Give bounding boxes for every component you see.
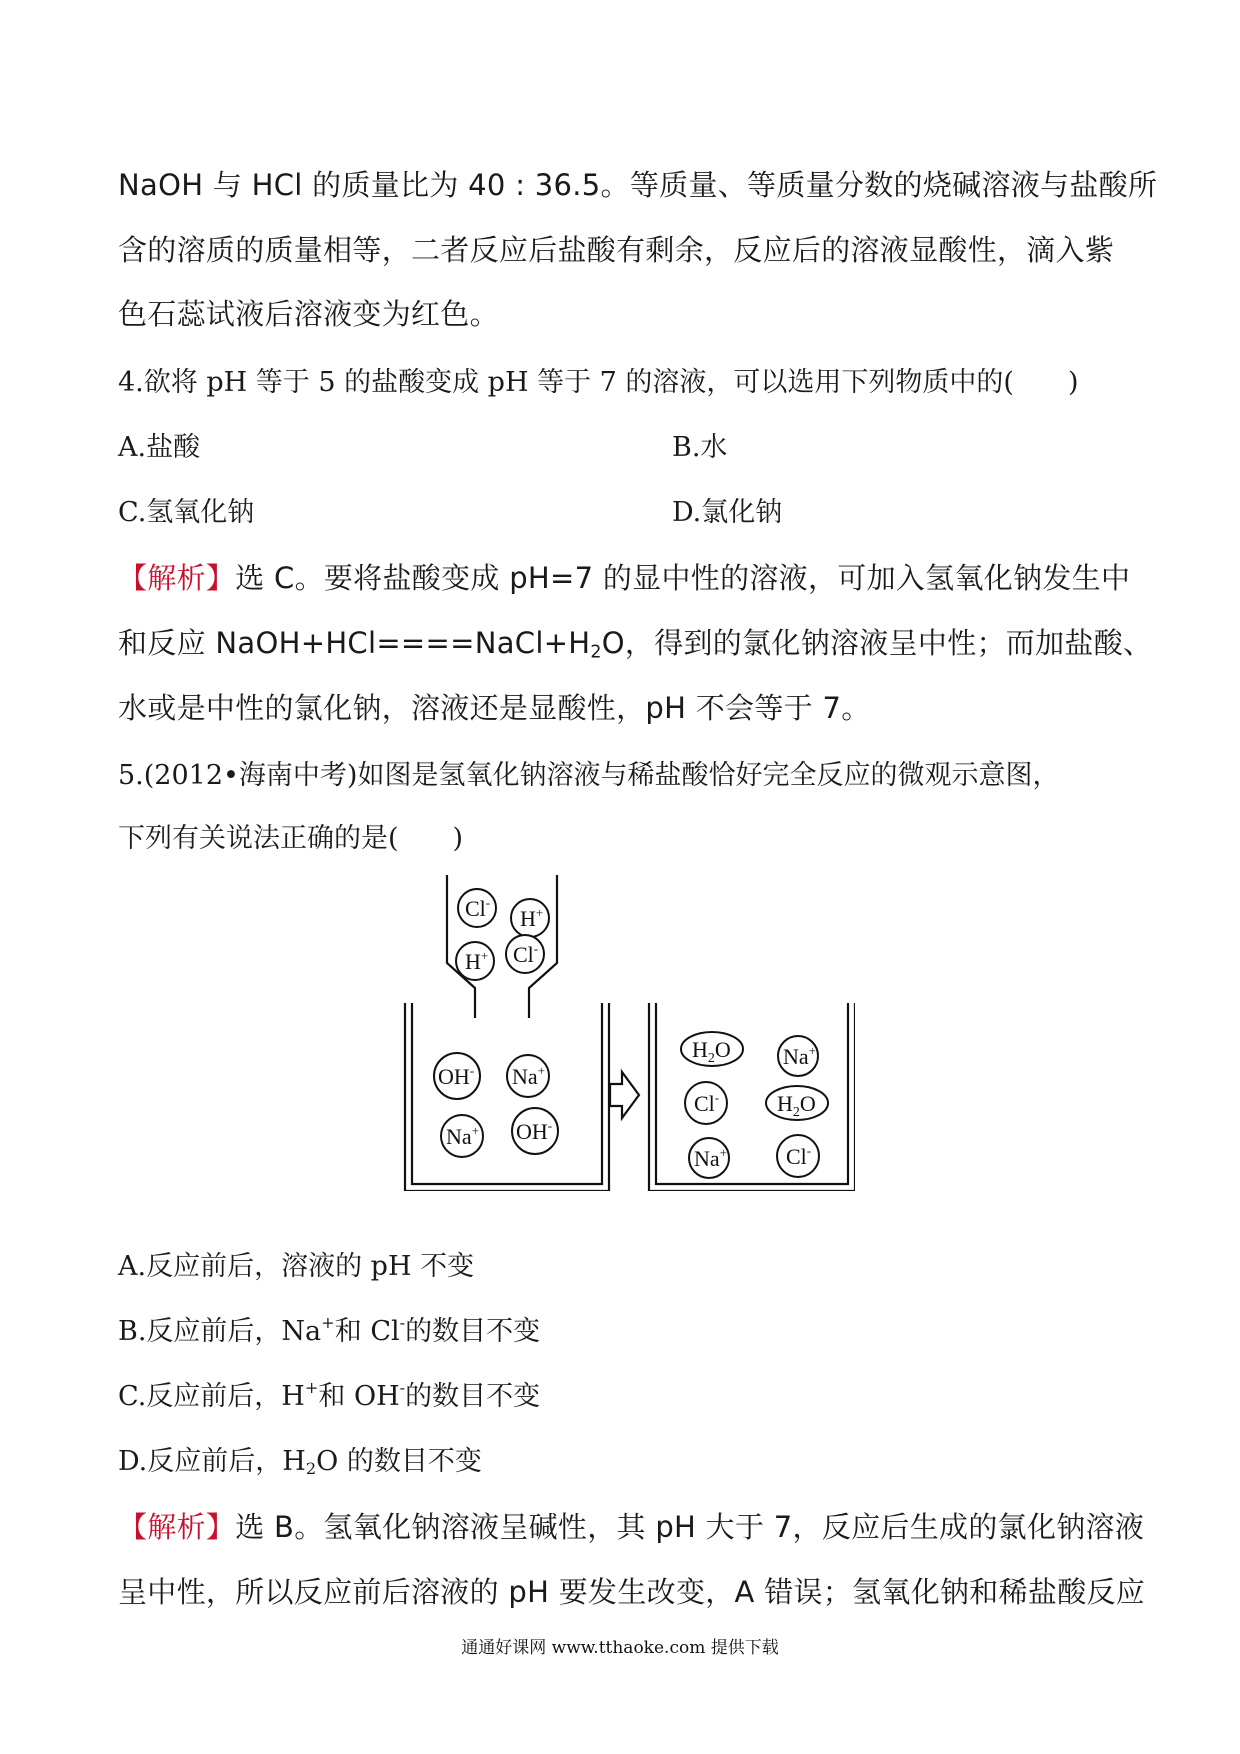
reaction-diagram xyxy=(395,873,855,1191)
left-beaker xyxy=(412,1003,602,1184)
ion-label: Na+ xyxy=(783,1043,816,1069)
ion-label: OH- xyxy=(516,1118,553,1144)
question-5-analysis-line: 呈中性，所以反应前后溶液的 pH 要发生改变，A 错误；氢氧化钠和稀盐酸反应 xyxy=(118,1575,1146,1609)
question-4-options-row-2 xyxy=(118,490,783,529)
analysis-text: 选 C。要将盐酸变成 pH=7 的显中性的溶液，可加入氢氧化钠发生中 xyxy=(235,561,1131,595)
option-b: B.水 xyxy=(672,432,728,463)
option-c: C.氢氧化钠 xyxy=(118,497,255,528)
option-a: A.反应前后，溶液的 pH 不变 xyxy=(118,1251,475,1282)
analysis-text: 选 B。氢氧化钠溶液呈碱性，其 pH 大于 7，反应后生成的氯化钠溶液 xyxy=(235,1510,1145,1544)
question-5-stem: 5.(2012•海南中考)如图是氢氧化钠溶液与稀盐酸恰好完全反应的微观示意图， xyxy=(118,760,1060,791)
question-4-analysis-line xyxy=(118,621,1152,662)
option-text: 的数目不变 xyxy=(405,1316,541,1347)
option-text: 的数目不变 xyxy=(405,1381,541,1412)
ion-label: H+ xyxy=(520,905,544,931)
footer-credit: 通通好课网 www.tthaoke.com 提供下载 xyxy=(461,1638,779,1658)
ion-label: H+ xyxy=(465,948,489,974)
superscript: + xyxy=(321,1312,335,1332)
ion-label: Cl- xyxy=(786,1143,812,1169)
ion-label: OH- xyxy=(438,1063,475,1089)
question-4-stem: 4.欲将 pH 等于 5 的盐酸变成 pH 等于 7 的溶液，可以选用下列物质中的( ) xyxy=(118,367,1079,398)
option-text: O 的数目不变 xyxy=(316,1446,482,1477)
analysis-tag: 【解析】 xyxy=(118,561,236,595)
ion-label: Na+ xyxy=(446,1123,479,1149)
ion-label: Cl- xyxy=(465,895,491,921)
paragraph-line: 色石蕊试液后溶液变为红色。 xyxy=(118,297,499,331)
ion-label: Na+ xyxy=(694,1145,727,1171)
option-text: D.反应前后，H xyxy=(118,1446,306,1477)
paragraph-line: 含的溶质的质量相等，二者反应后盐酸有剩余，反应后的溶液显酸性，滴入紫 xyxy=(118,233,1115,267)
superscript: - xyxy=(399,1312,406,1332)
option-text: C.反应前后，H xyxy=(118,1381,305,1412)
option-text: 和 OH xyxy=(318,1381,400,1412)
arrow-icon xyxy=(610,1072,639,1118)
water-label: $H_2O$ xyxy=(777,1091,816,1120)
analysis-text: 和反应 NaOH+HCl====NaCl+H xyxy=(118,626,591,660)
question-4-analysis-line xyxy=(118,556,1130,597)
option-text: B.反应前后，Na xyxy=(118,1316,322,1347)
left-beaker xyxy=(405,1003,609,1191)
question-5-analysis-line xyxy=(118,1505,1144,1546)
analysis-tag: 【解析】 xyxy=(118,1510,236,1544)
question-4-options-row-1 xyxy=(118,425,728,464)
question-5-stem: 下列有关说法正确的是( ) xyxy=(118,823,464,854)
ion-label: Cl- xyxy=(694,1090,720,1116)
option-a: A.盐酸 xyxy=(118,432,201,463)
option-c xyxy=(118,1374,540,1413)
subscript: 2 xyxy=(590,642,602,663)
option-d: D.氯化钠 xyxy=(672,497,783,528)
option-text: 和 Cl xyxy=(334,1316,400,1347)
water-label: $H_2O$ xyxy=(692,1037,731,1066)
paragraph-line: NaOH 与 HCl 的质量比为 40 : 36.5。等质量、等质量分数的烧碱溶液与盐酸所 xyxy=(118,168,1158,202)
ion-label: Cl- xyxy=(513,941,539,967)
subscript: 2 xyxy=(305,1459,317,1479)
option-b xyxy=(118,1309,540,1348)
ion-label: Na+ xyxy=(512,1063,545,1089)
superscript: - xyxy=(399,1377,406,1397)
option-d xyxy=(118,1439,482,1478)
question-4-analysis-line: 水或是中性的氯化钠，溶液还是显酸性，pH 不会等于 7。 xyxy=(118,691,871,725)
analysis-text: O，得到的氯化钠溶液呈中性；而加盐酸、 xyxy=(601,626,1153,660)
superscript: + xyxy=(304,1377,319,1397)
